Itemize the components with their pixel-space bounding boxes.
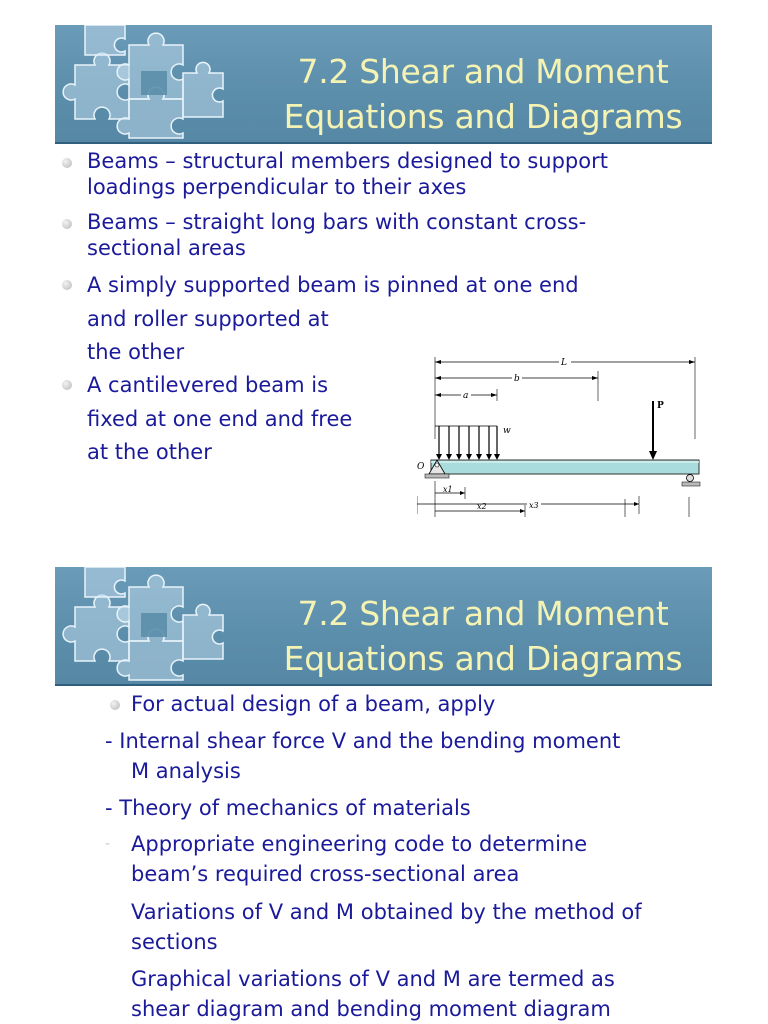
bullet-dot-icon [110,700,120,710]
bullet-4-line-2: fixed at one end and free [87,407,353,431]
puzzle-icon [55,25,245,142]
slide-1-title-line-2: Equations and Diagrams [283,97,683,136]
item-1-line-2: M analysis [131,759,241,783]
slide-2-body [55,688,712,1024]
slide-2-title [268,591,698,681]
item-2-line-1: - Theory of mechanics of materials [105,796,471,820]
bullet-3-line-2: and roller supported at [87,307,329,331]
slide-2-header [55,567,712,686]
slide-2 [55,567,712,1024]
item-3-marker: - [105,836,111,852]
slide-2-title-line-1: 7.2 Shear and Moment [297,594,669,633]
label-x1: x1 [443,485,453,494]
label-x2: x2 [477,502,487,511]
item-5-line-1: Graphical variations of V and M are termed as [131,967,615,991]
bullet-2-line-1: Beams – straight long bars with constant cross- [87,210,587,234]
bullet-dot-icon [62,219,72,229]
slide-1-title [268,49,698,139]
label-P: P [657,401,664,411]
item-3-line-1: Appropriate engineering code to determine [131,832,588,856]
item-3-line-2: beam’s required cross-sectional area [131,862,520,886]
label-w: w [503,426,511,436]
label-L: L [561,358,567,368]
item-5-line-2: shear diagram and bending moment diagram [131,997,611,1021]
bullet-3-line-1: A simply supported beam is pinned at one end [87,273,579,297]
puzzle-icon [55,567,245,684]
item-4-line-1: Variations of V and M obtained by the method of [131,900,642,924]
bullet-3-line-3: the other [87,340,185,364]
slide-1-header [55,25,712,144]
label-a: a [463,391,469,401]
slide-2-bullet: For actual design of a beam, apply [131,692,496,716]
bullet-4-line-1: A cantilevered beam is [87,373,329,397]
slide-1 [55,25,712,517]
bullet-dot-icon [62,158,72,168]
x3-dimension [417,496,647,516]
item-4-line-2: sections [131,930,218,954]
slide-1-title-line-1: 7.2 Shear and Moment [297,52,669,91]
bullet-2-line-2: sectional areas [87,236,246,260]
bullet-4-line-3: at the other [87,440,212,464]
bullet-1-line-1: Beams – structural members designed to support [87,149,608,173]
bullet-1-line-2: loadings perpendicular to their axes [87,175,467,199]
bullet-dot-icon [62,380,72,390]
label-b: b [514,374,520,384]
simply-supported-beam-diagram [417,355,712,517]
item-1-line-1: - Internal shear force V and the bending moment [105,729,621,753]
label-x3: x3 [529,501,539,510]
slide-2-title-line-2: Equations and Diagrams [283,639,683,678]
label-O: O [417,462,425,472]
bullet-dot-icon [62,280,72,290]
